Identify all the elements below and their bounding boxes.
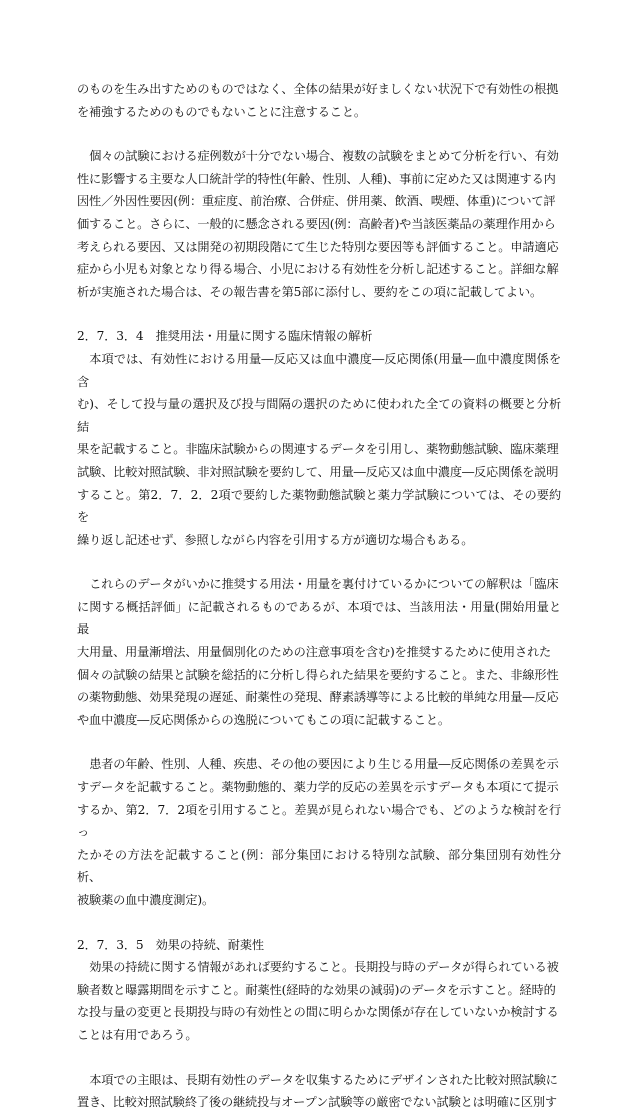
paragraph-continuation: のものを生み出すためのものではなく、全体の結果が好ましくない状況下で有効性の根拠 を補強するためのものでもないことに注意すること。 [77, 82, 559, 119]
document-page [77, 78, 561, 1114]
paragraph-gap [77, 551, 561, 573]
paragraph-gap [77, 1047, 561, 1069]
section-heading-2-7-3-5: 2．7．3．5 効果の持続、耐薬性 [77, 937, 264, 952]
paragraph-dose-response: 本項では、有効性における用量―反応又は血中濃度―反応関係(用量―血中濃度関係を含 む)、そして投与量の選択及び投与間隔の選択のために使われた全ての資料の概要と分析結 果を記載すること。非臨床試験からの関連するデータを引用し、薬物動態試験、臨床薬理 試験、比較対照試験、非対照試験を要約して、用量―反応又は血中濃度―反応関係を説明 すること。第2．7．2．2項で要約した薬物動態試験と薬力学試験については、その要約を 繰り返し記述せず、参照しながら内容を引用する方が適切な場合もある。 [77, 351, 561, 547]
paragraph-long-term-focus: 本項での主眼は、長期有効性のデータを収集するためにデザインされた比較対照試験に 置き、比較対照試験終了後の継続投与オープン試験等の厳密でない試験とは明確に区別す [77, 1072, 558, 1110]
section-heading-2-7-3-4: 2．7．3．4 推奨用法・用量に関する臨床情報の解析 [77, 329, 373, 344]
paragraph-patient-factors: 患者の年齢、性別、人種、疾患、その他の要因により生じる用量―反応関係の差異を示 すデータを記載すること。薬物動態的、薬力学的反応の差異を示すデータも本項にて提示 するか、第2．7．2項を引用すること。差異が見られない場合でも、どのような検討を行っ たかその方法を記載すること(例：部分集団における特別な試験、部分集団別有効性分析、 被験薬の血中濃度測定)。 [77, 757, 561, 907]
paragraph-dose-interpretation: これらのデータがいかに推奨する用法・用量を裏付けているかについての解釈は「臨床 に関する概括評価」に記載されるものであるが、本項では、当該用法・用量(開始用量と最 大用量、用量漸増法、用量個別化のための注意事項を含む)を推奨するために使用された 個々の試験の結果と試験を総括的に分析し得られた結果を要約すること。また、非線形性 の薬物動態、効果発現の遅延、耐薬性の発現、酵素誘導等による比較的単純な用量―反応 や血中濃度―反応関係からの逸脱についてもこの項に記載すること。 [77, 577, 561, 727]
paragraph-gap [77, 912, 561, 934]
paragraph-subgroup-analysis: 個々の試験における症例数が十分でない場合、複数の試験をまとめて分析を行い、有効 性に影響する主要な人口統計学的特性(年齢、性別、人種)、事前に定めた又は関連する内 因性／外因性要因(例：重症度、前治療、合併症、併用薬、飲酒、喫煙、体重)について評 価すること。さらに、一般的に懸念される要因(例：高齢者)や当該医薬品の薬理作用から 考えられる要因、又は開発の初期段階にて生じた特別な要因等も評価すること。申請適応 症から小児も対象となり得る場合、小児における有効性を分析し記述すること。詳細な解 析が実施された場合は、その報告書を第5部に添付し、要約をこの項に記載してよい。 [77, 149, 559, 299]
paragraph-gap [77, 303, 561, 325]
paragraph-gap [77, 123, 561, 145]
paragraph-persistence: 効果の持続に関する情報があれば要約すること。長期投与時のデータが得られている被 験者数と曝露期間を示すこと。耐薬性(経時的な効果の減弱)のデータを示すこと。経時的 な投与量の変更と長期投与時の有効性との間に明らかな関係が存在していないか検討する ことは有用であろう。 [77, 960, 559, 1042]
paragraph-gap [77, 731, 561, 753]
